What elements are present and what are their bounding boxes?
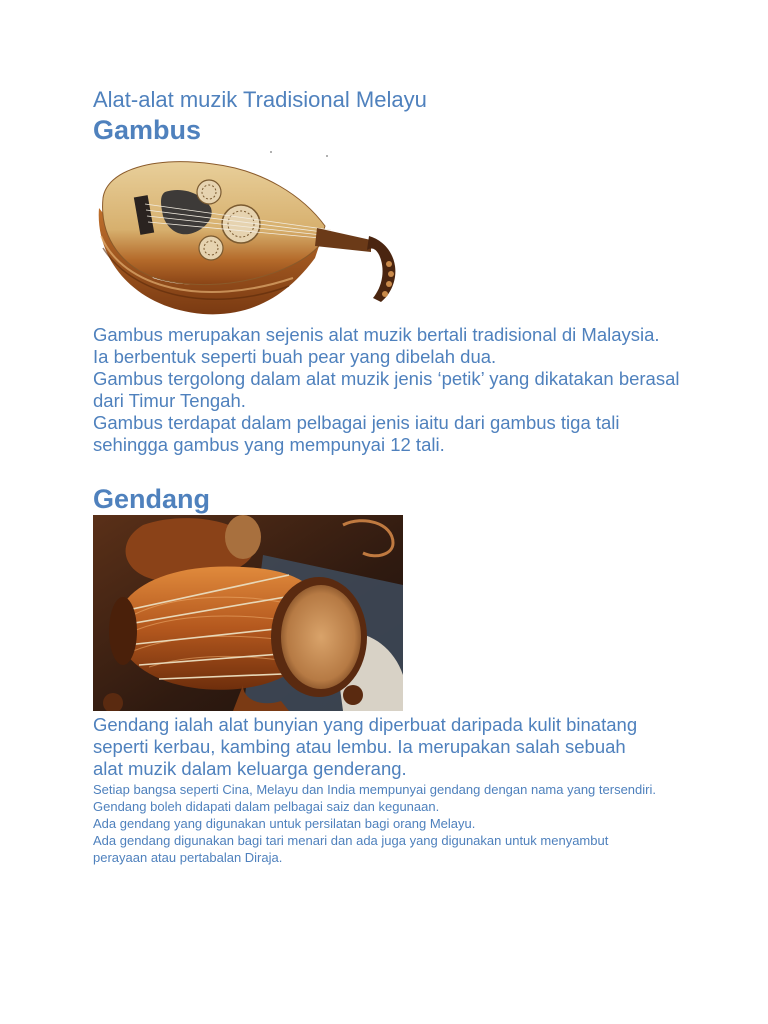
gendang-image [93, 515, 403, 711]
gambus-paragraph: Ia berbentuk seperti buah pear yang dibelah dua. [93, 346, 497, 367]
gambus-heading: Gambus [93, 115, 202, 145]
gendang-detail-paragraph: Gendang boleh didapati dalam pelbagai saiz dan kegunaan. [93, 799, 440, 814]
gendang-heading: Gendang [93, 484, 211, 514]
gambus-paragraph: Gambus merupakan sejenis alat muzik bertali tradisional di Malaysia. [93, 324, 660, 345]
gendang-detail-paragraph: Ada gendang digunakan bagi tari menari dan ada juga yang digunakan untuk menyambut perayaan atau pertabalan Diraja. [93, 833, 609, 865]
page-title: Alat-alat muzik Tradisional Melayu [93, 87, 427, 112]
gendang-details [93, 781, 663, 866]
gambus-paragraph: Gambus tergolong dalam alat muzik jenis ‘petik’ yang dikatakan berasal dari Timur Tengah. [93, 368, 680, 411]
document-page [93, 86, 693, 866]
gambus-paragraph: Gambus terdapat dalam pelbagai jenis iaitu dari gambus tiga tali sehingga gambus yang mempunyai 12 tali. [93, 412, 620, 455]
gendang-detail-paragraph: Ada gendang yang digunakan untuk persilatan bagi orang Melayu. [93, 816, 476, 831]
gambus-description [93, 324, 693, 456]
gendang-detail-paragraph: Setiap bangsa seperti Cina, Melayu dan India mempunyai gendang dengan nama yang tersendiri. [93, 782, 656, 797]
gambus-image [93, 148, 405, 320]
gendang-intro-paragraph: Gendang ialah alat bunyian yang diperbuat daripada kulit binatang seperti kerbau, kambing atau lembu. Ia merupakan salah sebuah alat muzik dalam keluarga genderang. [93, 714, 638, 779]
gendang-intro [93, 714, 653, 780]
